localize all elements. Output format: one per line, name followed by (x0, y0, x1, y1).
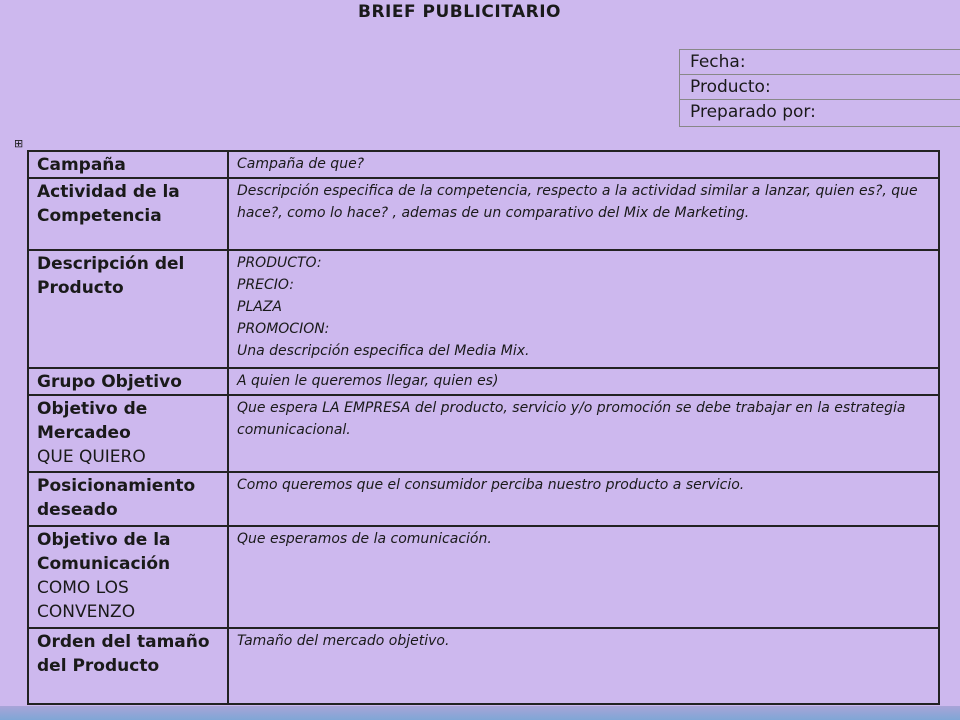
row-description[interactable]: PRODUCTO: PRECIO: PLAZA PROMOCION: Una descripción especifica del Media Mix. (228, 250, 939, 368)
table-row (28, 628, 939, 704)
row-label: Orden del tamaño del Producto (28, 628, 228, 704)
preparado-por-field[interactable]: Preparado por: (690, 102, 816, 122)
row-description[interactable]: Campaña de que? (228, 151, 939, 178)
table-anchor-icon[interactable]: ⊞ (14, 137, 24, 150)
row-label: Objetivo de Mercadeo QUE QUIERO (28, 395, 228, 472)
table-row (28, 526, 939, 628)
row-description[interactable]: Que espera LA EMPRESA del producto, servicio y/o promoción se debe trabajar en la estrategia comunicacional. (228, 395, 939, 472)
row-description[interactable]: Como queremos que el consumidor perciba nuestro producto a servicio. (228, 472, 939, 526)
row-description[interactable]: Tamaño del mercado objetivo. (228, 628, 939, 704)
table-row (28, 250, 939, 368)
row-description[interactable]: A quien le queremos llegar, quien es) (228, 368, 939, 395)
table-row (28, 151, 939, 178)
row-label: Descripción del Producto (28, 250, 228, 368)
table-row (28, 472, 939, 526)
producto-field[interactable]: Producto: (680, 75, 960, 100)
meta-box (679, 49, 960, 127)
row-description[interactable]: Que esperamos de la comunicación. (228, 526, 939, 628)
bottom-edge-bar (0, 706, 960, 720)
row-label: Campaña (28, 151, 228, 178)
row-label: Objetivo de la Comunicación COMO LOS CONVENZO (28, 526, 228, 628)
document-title: BRIEF PUBLICITARIO (358, 2, 561, 22)
row-label: Actividad de la Competencia (28, 178, 228, 250)
brief-table (27, 150, 940, 705)
row-label-sub: QUE QUIERO (37, 447, 146, 467)
table-row (28, 395, 939, 472)
fecha-field[interactable]: Fecha: (680, 50, 960, 75)
row-label: Grupo Objetivo (28, 368, 228, 395)
table-row (28, 368, 939, 395)
row-label: Posicionamiento deseado (28, 472, 228, 526)
table-row (28, 178, 939, 250)
row-description[interactable]: Descripción especifica de la competencia, respecto a la actividad similar a lanzar, quien es?, que hace?, como lo hace? , ademas de un comparativo del Mix de Marketing. (228, 178, 939, 250)
row-label-sub: COMO LOS CONVENZO (37, 578, 136, 622)
